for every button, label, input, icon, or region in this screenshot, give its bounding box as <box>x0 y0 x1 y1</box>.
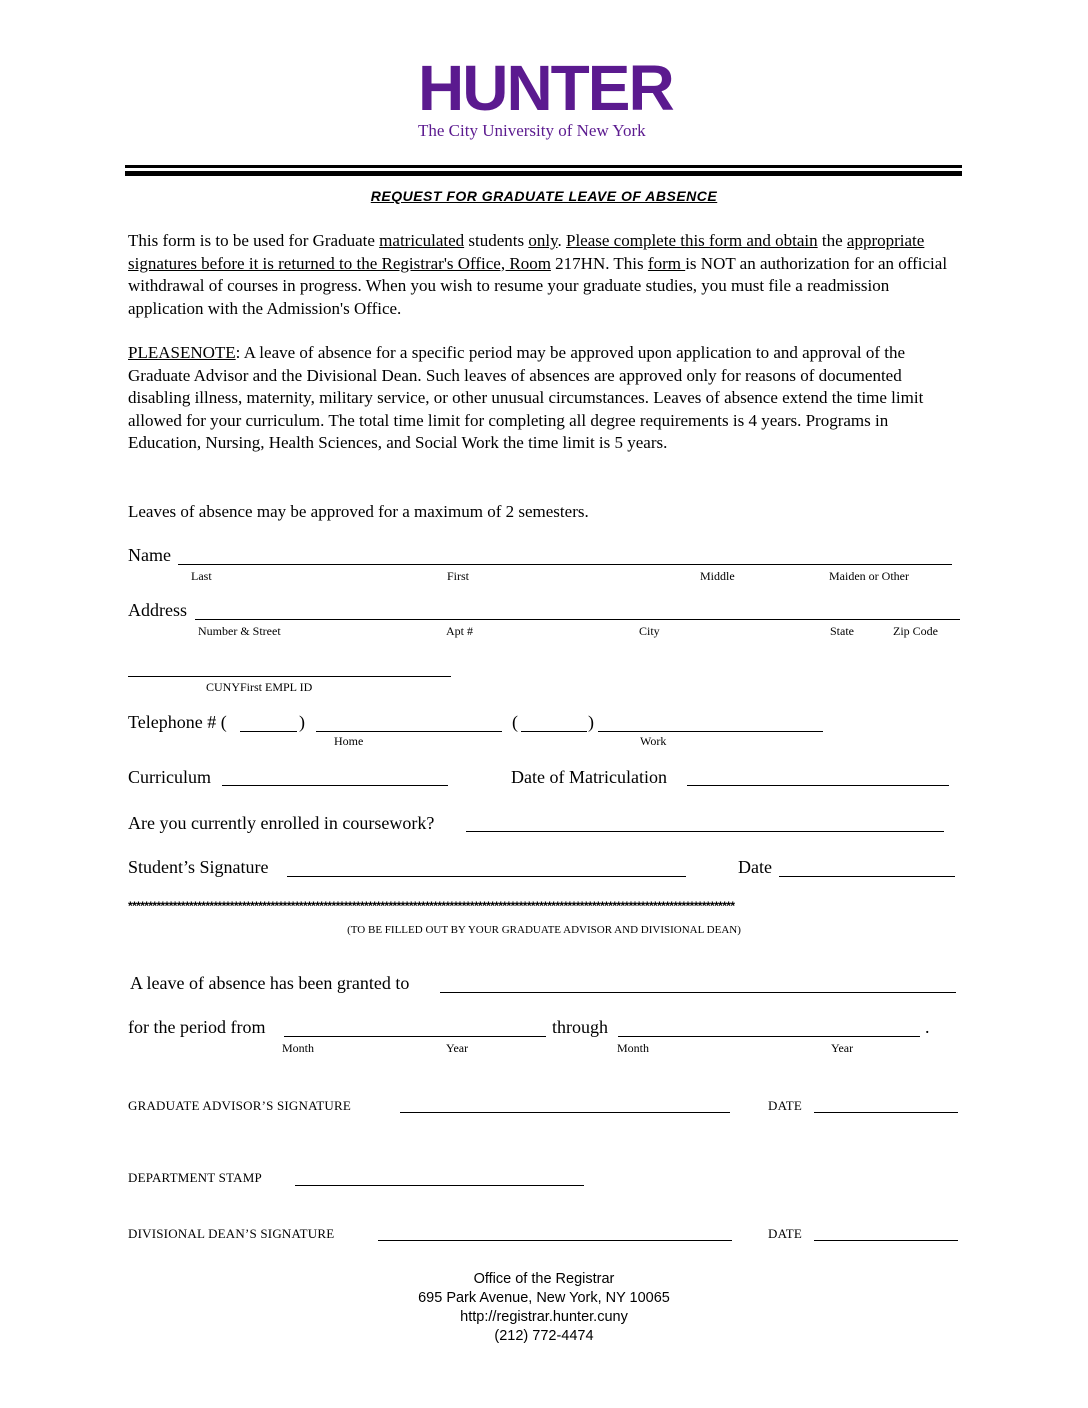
addr-city-caption: City <box>639 624 660 638</box>
addr-zip-caption: Zip Code <box>893 624 938 638</box>
enrolled-label: Are you currently enrolled in coursework? <box>128 813 435 833</box>
footer-url[interactable]: http://registrar.hunter.cuny <box>460 1309 628 1325</box>
from-month-caption: Month <box>282 1041 315 1055</box>
through-label: through <box>552 1017 608 1037</box>
addr-state-caption: State <box>830 624 854 638</box>
dean-signature-field[interactable] <box>378 1240 732 1241</box>
name-first-caption: First <box>447 569 470 583</box>
name-last-caption: Last <box>191 569 212 583</box>
university-subtitle: The City University of New York <box>418 121 646 140</box>
work-paren-open: ( <box>512 712 518 732</box>
work-paren-close: ) <box>588 712 594 732</box>
dean-date-label: DATE <box>768 1226 803 1241</box>
tel-work-caption: Work <box>640 734 667 748</box>
work-phone-field[interactable] <box>598 731 823 732</box>
advisor-dean-note: (TO BE FILLED OUT BY YOUR GRADUATE ADVISOR AND DIVISIONAL DEAN) <box>347 924 741 936</box>
granted-to-field[interactable] <box>440 992 956 993</box>
empl-id-field[interactable] <box>128 676 451 677</box>
telephone-label: Telephone # ( <box>128 712 227 732</box>
hunter-logo: HUNTER <box>418 52 673 124</box>
matriculation-date-field[interactable] <box>687 785 949 786</box>
student-signature-field[interactable] <box>287 876 686 877</box>
to-year-caption: Year <box>831 1041 854 1055</box>
footer-office: Office of the Registrar <box>473 1271 615 1287</box>
work-area-code-field[interactable] <box>521 731 587 732</box>
registrar-footer <box>0 1270 1088 1346</box>
advisor-signature-label: GRADUATE ADVISOR’S SIGNATURE <box>128 1098 352 1113</box>
student-date-label: Date <box>738 857 772 877</box>
name-label: Name <box>128 545 171 565</box>
home-area-code-field[interactable] <box>240 731 297 732</box>
dean-signature-label: DIVISIONAL DEAN’S SIGNATURE <box>128 1226 335 1241</box>
name-maiden-caption: Maiden or Other <box>829 569 909 583</box>
footer-phone: (212) 772-4474 <box>494 1328 594 1344</box>
advisor-signature-field[interactable] <box>400 1112 730 1113</box>
header-rule-bottom <box>125 171 962 176</box>
advisor-date-label: DATE <box>768 1098 803 1113</box>
maximum-semesters-text: Leaves of absence may be approved for a maximum of 2 semesters. <box>128 502 589 521</box>
footer-address: 695 Park Avenue, New York, NY 10065 <box>418 1290 670 1306</box>
addr-street-caption: Number & Street <box>198 624 281 638</box>
period-from-field[interactable] <box>284 1036 546 1037</box>
student-signature-label: Student’s Signature <box>128 857 269 877</box>
form-title: REQUEST FOR GRADUATE LEAVE OF ABSENCE <box>370 188 718 204</box>
period-end-mark: . <box>925 1017 930 1037</box>
dean-date-field[interactable] <box>814 1240 958 1241</box>
name-field[interactable] <box>178 564 952 565</box>
tel-home-caption: Home <box>334 734 364 748</box>
matriculation-label: Date of Matriculation <box>511 767 667 787</box>
student-date-field[interactable] <box>779 876 955 877</box>
home-phone-field[interactable] <box>316 731 502 732</box>
department-stamp-field[interactable] <box>295 1185 584 1186</box>
advisor-date-field[interactable] <box>814 1112 958 1113</box>
intro-paragraph: This form is to be used for Graduate matriculated students only. Please complete this form and obtain the appropriate signatures before it is returned to the Registrar's Office, Room 217HN. This form is NOT an authorization for an official withdrawal of courses in progress. When you wish to resume your graduate studies, you must file a readmission application with the Admission's Office. <box>128 231 948 318</box>
to-month-caption: Month <box>617 1041 650 1055</box>
address-field[interactable] <box>195 619 960 620</box>
addr-apt-caption: Apt # <box>446 624 473 638</box>
enrolled-field[interactable] <box>466 831 944 832</box>
curriculum-label: Curriculum <box>128 767 211 787</box>
home-paren-close: ) <box>299 712 305 732</box>
separator-stars: ***************************************************************************************************************************************************** <box>128 899 735 913</box>
name-middle-caption: Middle <box>700 569 735 583</box>
header-rule-top <box>125 165 962 168</box>
granted-label: A leave of absence has been granted to <box>130 973 410 993</box>
from-year-caption: Year <box>446 1041 469 1055</box>
curriculum-field[interactable] <box>222 785 448 786</box>
empl-id-caption: CUNYFirst EMPL ID <box>206 680 313 694</box>
address-label: Address <box>128 600 187 620</box>
period-through-field[interactable] <box>618 1036 920 1037</box>
period-from-label: for the period from <box>128 1017 266 1037</box>
department-stamp-label: DEPARTMENT STAMP <box>128 1170 262 1185</box>
please-note-paragraph: PLEASENOTE: A leave of absence for a specific period may be approved upon application to and approval of the Graduate Advisor and the Divisional Dean. Such leaves of absences are approved only for reasons of documented disabling illness, maternity, military service, or other unusual circumstances. Leaves of absence extend the time limit allowed for your curriculum. The total time limit for completing all degree requirements is 4 years. Programs in Education, Nursing, Health Sciences, and Social Work the time limit is 5 years. <box>128 343 924 452</box>
